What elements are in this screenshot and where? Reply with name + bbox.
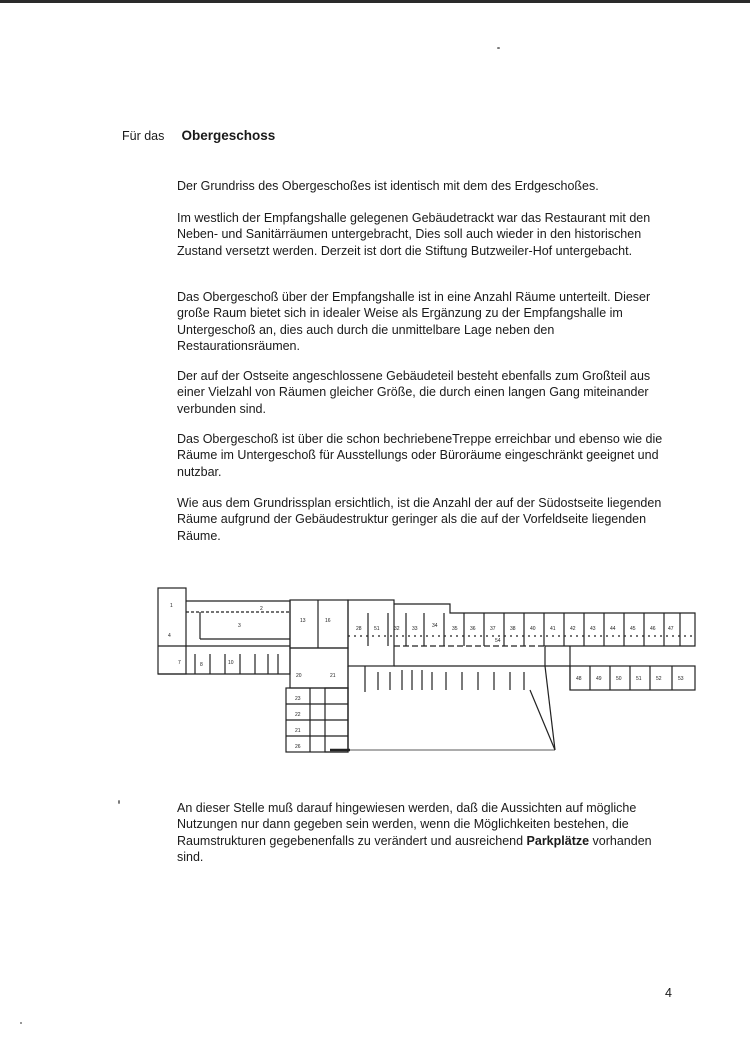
svg-text:46: 46: [650, 626, 656, 632]
scan-edge: [0, 0, 750, 3]
closing-bold: Parkplätze: [526, 833, 590, 848]
closing-text-start: An dieser Stelle muß darauf hingewiesen werden, daß die Aussichten auf mögliche Nutzungen nur dann gegeben sein werden, wenn die Möglichkeiten bestehen, die Raumstrukturen gegebenenfalls zu verändert und ausreichend: [177, 801, 637, 848]
svg-text:4: 4: [168, 633, 171, 639]
paragraph-6: Wie aus dem Grundrissplan ersichtlich, ist die Anzahl der auf der Südostseite liegenden Räume aufgrund der Gebäudestruktur geringer als die auf der Vorfeldseite liegenden Räume.: [177, 496, 662, 543]
svg-text:41: 41: [550, 626, 556, 632]
svg-text:3: 3: [238, 623, 241, 629]
svg-text:35: 35: [452, 626, 458, 632]
closing-text-end: vorhanden sind.: [177, 833, 652, 865]
paragraph-2: Im westlich der Empfangshalle gelegenen Gebäudetrackt war das Restaurant mit den Neben- und Sanitärräumen untergebracht, Dies soll auch wieder in den historischen Zustand versetzt werden. Derzeit ist dort die Stiftung Butzweiler-Hof untergebacht.: [177, 211, 651, 258]
svg-text:36: 36: [470, 626, 476, 632]
scan-speck: [20, 1022, 22, 1024]
svg-text:20: 20: [296, 673, 302, 679]
paragraph-3: Das Obergeschoß über der Empfangshalle ist in eine Anzahl Räume unterteilt. Dieser große Raum bietet sich in idealer Weise als Ergänzung zu der Empfangshalle im Untergeschoß an, dies auch durch die unmittelbare Lage neben den Restaurationsräumen.: [177, 290, 651, 354]
svg-text:38: 38: [510, 626, 516, 632]
svg-text:42: 42: [570, 626, 576, 632]
svg-text:21: 21: [330, 673, 336, 679]
svg-text:50: 50: [616, 676, 622, 682]
svg-text:7: 7: [178, 660, 181, 666]
svg-text:49: 49: [596, 676, 602, 682]
svg-text:33: 33: [412, 626, 418, 632]
svg-text:26: 26: [295, 744, 301, 750]
svg-text:21: 21: [295, 728, 301, 734]
svg-text:22: 22: [295, 712, 301, 718]
paragraph-1: Der Grundriss des Obergeschoßes ist identisch mit dem des Erdgeschoßes.: [177, 179, 599, 193]
svg-text:54: 54: [495, 638, 501, 644]
scan-speck: [118, 800, 120, 804]
closing-paragraph: [177, 800, 677, 866]
section-heading: [122, 128, 275, 143]
svg-text:51: 51: [374, 626, 380, 632]
heading-prefix: Für das: [122, 129, 165, 143]
svg-text:10: 10: [228, 660, 234, 666]
page-number: 4: [665, 986, 672, 1000]
svg-text:51: 51: [636, 676, 642, 682]
svg-text:23: 23: [295, 696, 301, 702]
svg-text:32: 32: [394, 626, 400, 632]
svg-text:48: 48: [576, 676, 582, 682]
svg-text:8: 8: [200, 662, 203, 668]
svg-text:53: 53: [678, 676, 684, 682]
floor-plan-labels: [168, 603, 684, 750]
svg-text:43: 43: [590, 626, 596, 632]
svg-text:2: 2: [260, 606, 263, 612]
svg-text:52: 52: [656, 676, 662, 682]
heading-title: Obergeschoss: [181, 128, 276, 143]
floor-plan-walls: [158, 588, 695, 752]
svg-text:40: 40: [530, 626, 536, 632]
svg-text:16: 16: [325, 618, 331, 624]
svg-text:45: 45: [630, 626, 636, 632]
paragraph-4: Der auf der Ostseite angeschlossene Gebäudeteil besteht ebenfalls zum Großteil aus einer Vielzahl von Räumen gleicher Größe, die durch einen langen Gang miteinander verbunden sind.: [177, 369, 651, 416]
paragraph-5: Das Obergeschoß ist über die schon bechriebeneTreppe erreichbar und ebenso wie die Räume im Untergeschoß für Ausstellungs oder Büroräume eingeschränkt geeignet und nutzbar.: [177, 432, 663, 479]
svg-text:47: 47: [668, 626, 674, 632]
svg-text:44: 44: [610, 626, 616, 632]
floor-plan: [150, 582, 702, 758]
svg-text:13: 13: [300, 618, 306, 624]
svg-text:28: 28: [356, 626, 362, 632]
svg-text:34: 34: [432, 623, 438, 629]
svg-text:37: 37: [490, 626, 496, 632]
scan-speck: [497, 47, 500, 49]
svg-text:1: 1: [170, 603, 173, 609]
